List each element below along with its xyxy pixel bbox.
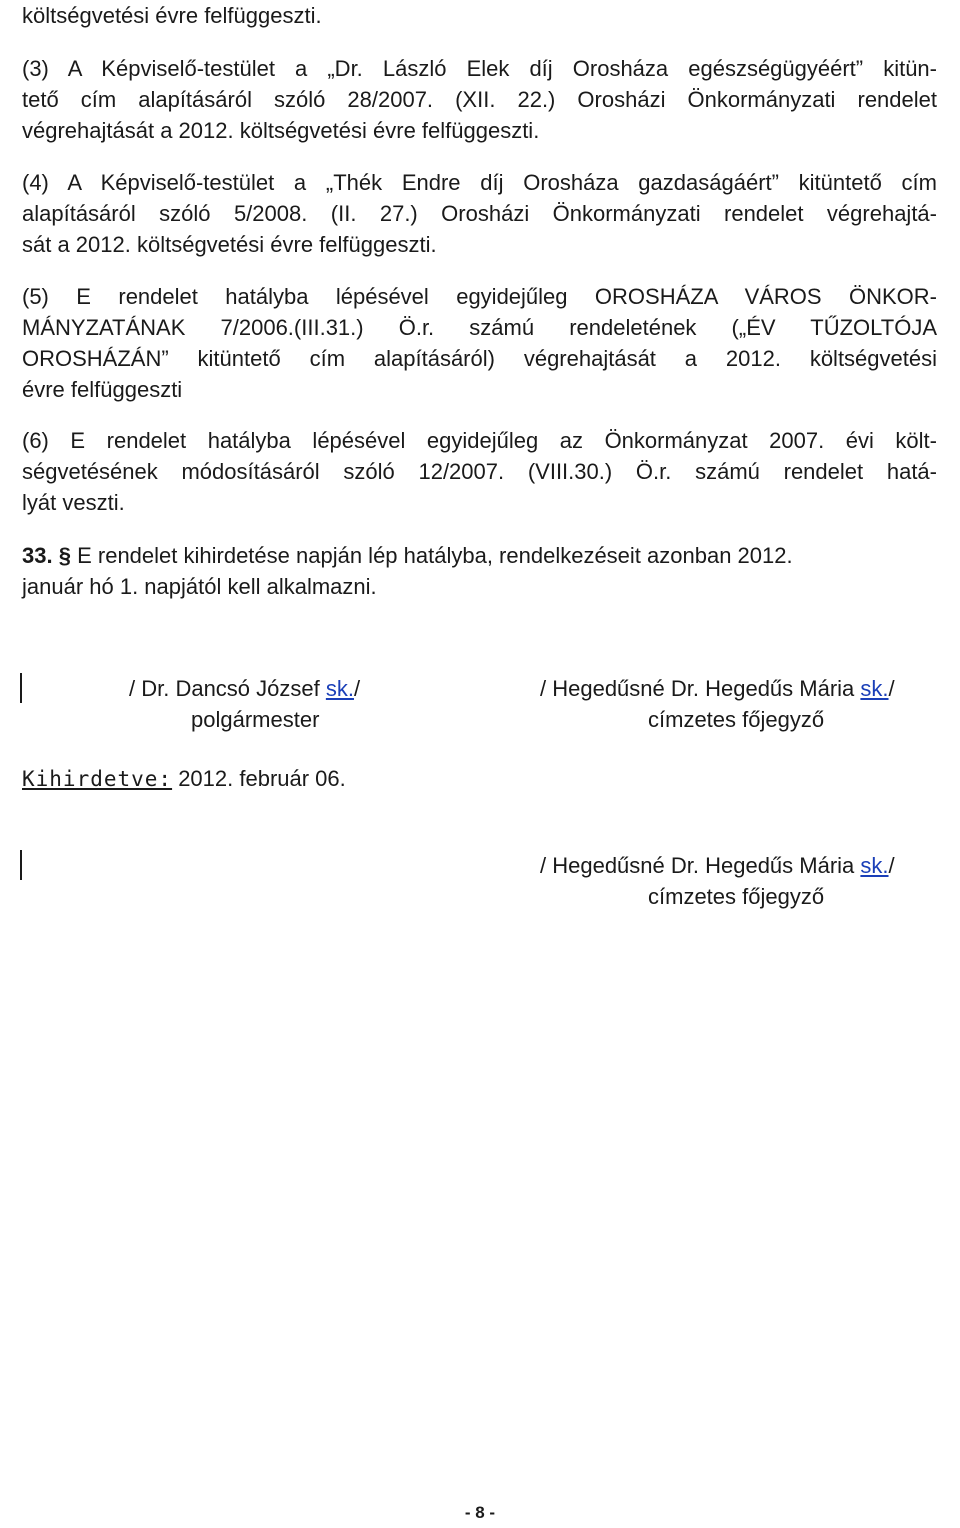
text-line: költségvetési évre felfüggeszti. [22, 3, 322, 28]
signature-title: címzetes főjegyző [648, 707, 825, 732]
paragraph-5 [22, 281, 937, 405]
signature-prefix: / Hegedűsné Dr. Hegedűs Mária [540, 853, 861, 878]
signature-name [540, 673, 895, 704]
sk-link[interactable]: sk. [860, 676, 889, 701]
text-line: lyát veszti. [22, 490, 125, 515]
text-line: (6) E rendelet hatályba lépésével egyidejűleg az Önkormányzat 2007. évi költ- [22, 428, 937, 453]
promulgation-date: 2012. február 06. [172, 766, 346, 791]
text-line: évre felfüggeszti [22, 377, 183, 402]
signature-notary-2 [540, 850, 895, 912]
section-33 [22, 540, 937, 602]
text-line: OROSHÁZÁN” kitüntető cím alapításáról) végrehajtását a 2012. költségvetési [22, 346, 937, 371]
signature-name [129, 673, 360, 704]
text-line: január hó 1. napjától kell alkalmazni. [22, 574, 377, 599]
paragraph-4 [22, 167, 937, 260]
signature-title: címzetes főjegyző [648, 884, 825, 909]
text-line: (5) E rendelet hatályba lépésével egyidejűleg OROSHÁZA VÁROS ÖNKOR- [22, 284, 937, 309]
margin-bar [20, 850, 22, 880]
sk-link[interactable]: sk. [325, 676, 354, 701]
page-number: - 8 - [464, 1503, 496, 1522]
text-line: tető cím alapításáról szóló 28/2007. (XII. 22.) Orosházi Önkormányzati rendelet [22, 87, 937, 112]
text-line: ségvetésének módosításáról szóló 12/2007. (VIII.30.) Ö.r. számú rendelet hatá- [22, 459, 937, 484]
paragraph-3 [22, 53, 937, 146]
margin-bar [20, 673, 22, 703]
signature-suffix: / [353, 676, 361, 701]
signature-name [540, 850, 895, 881]
text-line: (4) A Képviselő-testület a „Thék Endre díj Orosháza gazdaságáért” kitüntető cím [22, 170, 937, 195]
text-line: alapításáról szóló 5/2008. (II. 27.) Orosházi Önkormányzati rendelet végrehajtá- [22, 201, 937, 226]
section-text: E rendelet kihirdetése napján lép hatályba, rendelkezéseit azonban 2012. [77, 543, 793, 568]
signature-notary [540, 673, 895, 735]
text-line: (3) A Képviselő-testület a „Dr. László Elek díj Orosháza egészségügyéért” kitün- [22, 56, 937, 81]
signature-prefix: / Dr. Dancsó József [129, 676, 326, 701]
section-number: 33. [22, 543, 53, 568]
text-line: végrehajtását a 2012. költségvetési évre felfüggeszti. [22, 118, 540, 143]
text-line [22, 763, 937, 795]
promulgation [22, 763, 937, 795]
section-mark: § [58, 543, 71, 568]
paragraph-6 [22, 425, 937, 518]
signature-suffix: / [888, 853, 895, 878]
signature-suffix: / [888, 676, 895, 701]
text-line [22, 540, 937, 571]
sk-link[interactable]: sk. [860, 853, 889, 878]
text-line: MÁNYZATÁNAK 7/2006.(III.31.) Ö.r. számú rendeletének („ÉV TŰZOLTÓJA [22, 315, 937, 340]
promulgation-label: Kihirdetve: [22, 767, 173, 791]
signature-mayor [129, 673, 360, 735]
paragraph-top [22, 0, 937, 31]
signature-title: polgármester [191, 707, 320, 732]
signature-prefix: / Hegedűsné Dr. Hegedűs Mária [540, 676, 861, 701]
text-line: sát a 2012. költségvetési évre felfüggeszti. [22, 232, 437, 257]
